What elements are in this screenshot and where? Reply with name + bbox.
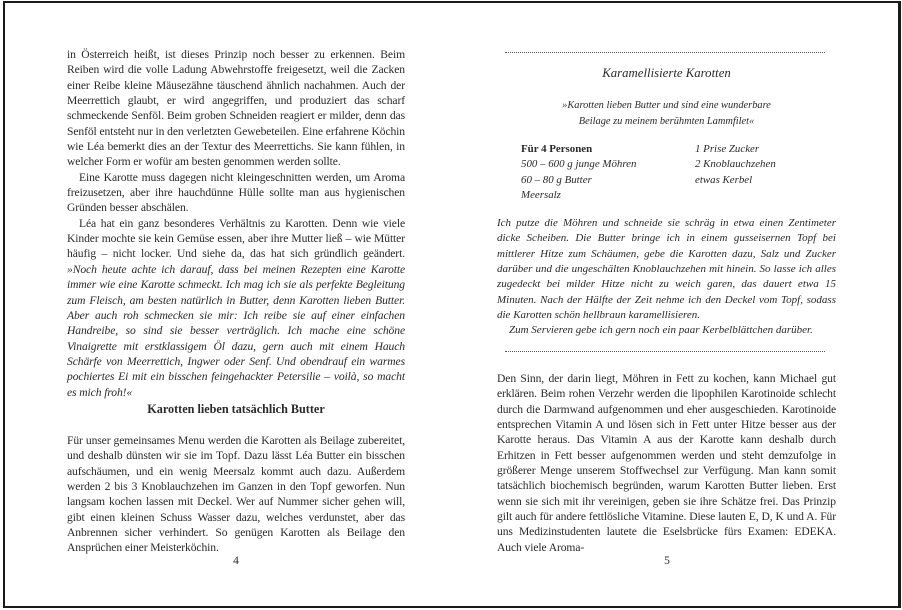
left-body-top	[67, 47, 405, 400]
right-body	[497, 371, 836, 555]
ingredients-column-2	[695, 142, 776, 188]
ingredient-item: 2 Knoblauchzehen	[695, 158, 776, 171]
recipe-instructions	[497, 216, 836, 339]
left-paragraph-3-text: Léa hat ein ganz besonderes Verhältnis zu Karotten. Denn wie viele Kinder mochte sie kein Gemüse essen, aber ihre Mutter ließ – wie Mütter häufig – nicht locker. Und siehe da, das hat sich gründlich geändert.	[67, 216, 405, 261]
ingredient-item: etwas Kerbel	[695, 173, 753, 186]
recipe-quote-line-2: Beilage zu meinem berühmten Lammfilet«	[578, 115, 755, 127]
ingredient-item: 60 – 80 g Butter	[521, 173, 592, 186]
left-paragraph-1: in Österreich heißt, ist dieses Prinzip noch besser zu erkennen. Beim Reiben wird die volle Ladung Abwehrstoffe freigesetzt, weil die Zacken einer Reibe kleine Mäusezähne täuschend ähnlich nachahmen. Auch der Meerrettich glaubt, er wird angegriffen, und produziert das scharf schmeckende Senföl. Beim groben Schneiden reagiert er milder, denn das Senföl entsteht nur in den verletzten Gewebeteilen. Eine erfahrene Köchin wie Léa bemerkt dies an der Textur des Meerrettichs. Sie kann fühlen, in welcher Form er wofür am besten genommen werden sollte.	[67, 48, 405, 169]
recipe-quote-line-1: »Karotten lieben Butter und sind eine wunderbare	[562, 100, 771, 111]
recipe-divider-top	[505, 52, 825, 53]
recipe-quote	[497, 98, 836, 129]
recipe-instructions-text: Ich putze die Möhren und schneide sie schräg in etwa einen Zentimeter dicke Scheiben. Die Butter bringe ich in einem gusseisernen Topf bei mittlerer Hitze zum Schäumen, gebe die Karotten dazu, Salz und Zucker darüber und die ungeschälten Knoblauchzehen mit hinein. So lasse ich alles zugedeckt bei milder Hitze nicht zu weich garen, das dauert etwa 15 Minuten. Nach der Hälfte der Zeit nehme ich den Deckel vom Topf, sodass die Karotten schön hellbraun karamellisieren.	[497, 217, 836, 322]
left-body-bottom	[67, 433, 405, 556]
left-paragraph-2: Eine Karotte muss dagegen nicht kleingeschnitten werden, um Aroma freizusetzen, aber ihre hauchdünne Hülle sollte man aus hygienischen Gründen besser abschälen.	[67, 170, 405, 215]
left-paragraph-4: Für unser gemeinsames Menu werden die Karotten als Beilage zubereitet, und deshalb dünsten wir sie im Topf. Dazu lässt Léa Butter ein bisschen aufschäumen, und ein wenig Meersalz kommt auch dazu. Außerdem werden 2 bis 3 Knoblauchzehen im Ganzen in den Topf geworfen. Nun langsam kochen lassen mit Deckel. Wer auf Nummer sicher gehen will, gibt einen kleinen Schuss Wasser dazu, welches verdunstet, aber das Anbrennen sicher verhindert. So genügen Karotten als Beilage den Ansprüchen einer Meisterköchin.	[67, 434, 405, 555]
ingredient-item: Meersalz	[521, 189, 561, 202]
right-paragraph-1: Den Sinn, der darin liegt, Möhren in Fett zu kochen, kann Michael gut erklären. Beim rohen Verzehr werden die lipophilen Karotinoide schlecht durch die Darmwand aufgenommen und eher ausgeschieden. Karotinoide entsprechen Vitamin A und lösen sich in Fett unter Hitze besser aus der Karotte heraus. Das Vitamin A aus der Karotte kann deshalb durch Erhitzen in Fett besser aufgenommen werden und steht demzufolge in größerer Menge unserem Stoffwechsel zur Verfügung. Man kann somit tatsächlich biochemisch begründen, warum Karotten Butter lieben. Erst wenn sie sich mit ihr vereinigen, geben sie ihre Schätze frei. Das Prinzip gilt auch für andere fettlösliche Vitamine. Diese lauten E, D, K und A. Für uns Medizinstudenten lautete die Eselsbrücke fürs Examen: EDEKA. Auch viele Aroma-	[497, 372, 836, 554]
servings-label: Für 4 Personen	[521, 143, 593, 155]
right-page	[451, 0, 902, 610]
ingredients-column-1	[521, 142, 636, 204]
left-paragraph-3	[67, 216, 405, 400]
ingredient-item: 1 Prise Zucker	[695, 143, 760, 155]
recipe-divider-bottom	[505, 351, 825, 352]
page-number-left: 4	[233, 555, 239, 567]
recipe-serving-note: Zum Servieren gebe ich gern noch ein paar Kerbelblättchen darüber.	[509, 324, 813, 337]
ingredient-item: 500 – 600 g junge Möhren	[521, 158, 637, 171]
section-heading: Karotten lieben tatsächlich Butter	[147, 402, 325, 416]
recipe-title: Karamellisierte Karotten	[602, 66, 731, 80]
lea-quote: »Noch heute achte ich darauf, dass bei meinen Rezepten eine Karotte immer wie eine Karotte schmeckt. Ich mag ich sie als perfekte Begleitung zum Fleisch, am besten natürlich in Butter, denn Karotten lieben Butter. Aber auch roh schmecken sie mir: Ich reibe sie auf einer einfachen Handreibe, so sind sie besser verträglich. Ich mache eine schöne Vinaigrette mit erstklassigem Öl dazu, gern auch mit einem Hauch Schärfe von Meerrettich, Ingwer oder Senf. Und obendrauf ein warmes pochiertes Ei mit ein bisschen feingehackter Petersilie – voilà, so macht es mich froh!«	[67, 262, 405, 399]
page-number-right: 5	[664, 555, 670, 567]
